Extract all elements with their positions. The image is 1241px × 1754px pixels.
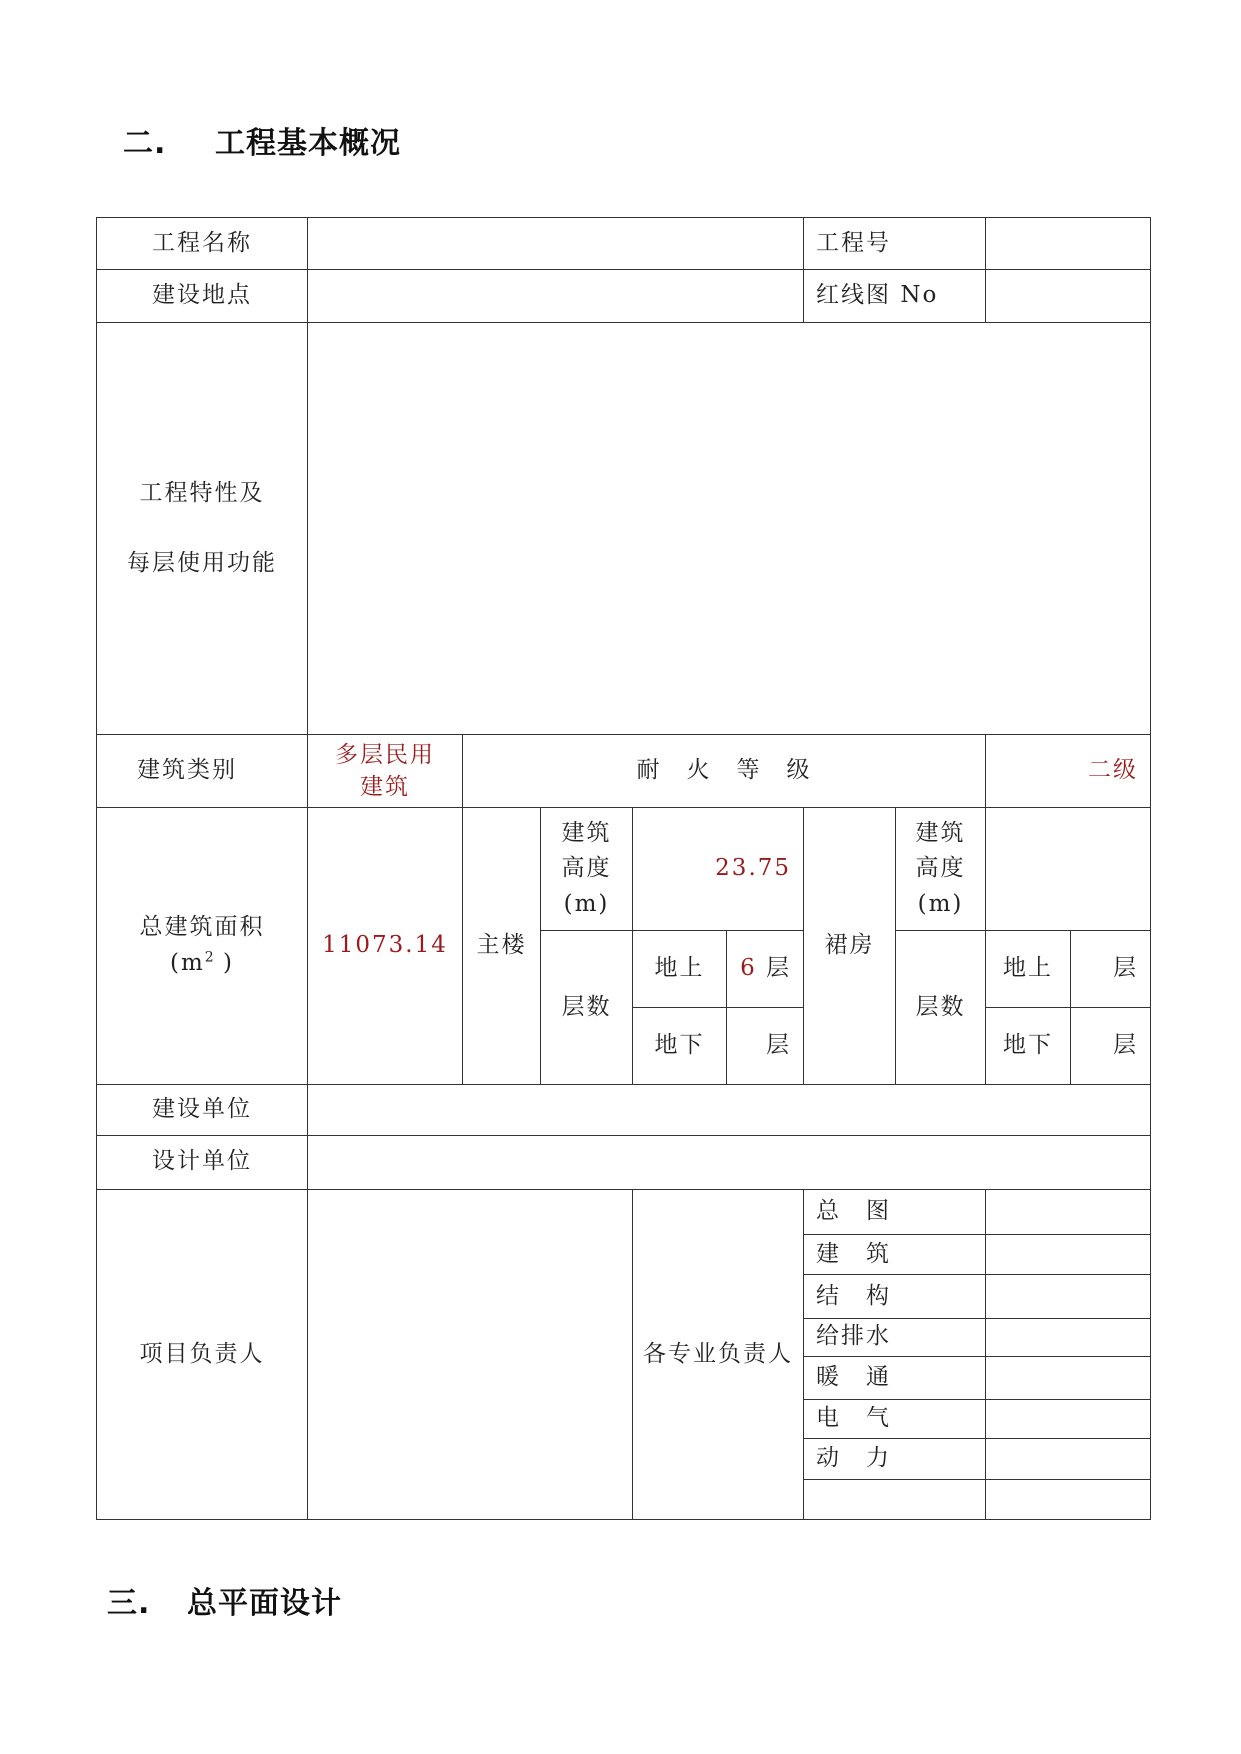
discipline-leads-label: 各专业负责人 [633, 1189, 804, 1519]
designer-field[interactable] [308, 1135, 1151, 1189]
podium-below-value[interactable]: 层 [1071, 1007, 1151, 1084]
main-below-label: 地下 [633, 1007, 727, 1084]
main-building-label: 主楼 [463, 807, 541, 1085]
row-project-name [97, 218, 1151, 270]
redline-field[interactable] [986, 270, 1151, 322]
section-title: 工程基本概况 [215, 126, 401, 161]
main-height-label: 建筑 高度 (m) [541, 807, 633, 931]
category-value[interactable] [308, 735, 463, 807]
discipline-label: 建 筑 [804, 1235, 986, 1275]
podium-height-label: 建筑 高度 (m) [896, 807, 986, 931]
project-no-label: 工程号 [804, 218, 986, 270]
project-name-label: 工程名称 [97, 218, 308, 270]
section-number: 二. [123, 126, 167, 161]
total-area-label [97, 807, 308, 1085]
discipline-label: 结 构 [804, 1275, 986, 1318]
discipline-field[interactable] [986, 1479, 1151, 1519]
discipline-label: 总 图 [804, 1189, 986, 1234]
designer-label: 设计单位 [97, 1135, 308, 1189]
site-label: 建设地点 [97, 270, 308, 322]
client-label: 建设单位 [97, 1085, 308, 1135]
site-field[interactable] [308, 270, 804, 322]
features-field[interactable] [308, 322, 1151, 735]
total-area-label-text: 总建筑面积 [139, 914, 265, 941]
main-floors-label: 层数 [541, 931, 633, 1085]
row-height [97, 807, 1151, 931]
discipline-label: 电 气 [804, 1400, 986, 1439]
row-features [97, 322, 1151, 735]
discipline-field[interactable] [986, 1318, 1151, 1356]
section-title: 总平面设计 [187, 1586, 342, 1621]
features-label-line2: 每层使用功能 [127, 550, 277, 577]
redline-label: 红线图 No [804, 270, 986, 322]
podium-floors-label: 层数 [896, 931, 986, 1085]
discipline-field[interactable] [986, 1235, 1151, 1275]
row-client [97, 1085, 1151, 1135]
row-category [97, 735, 1151, 807]
main-above-value[interactable]: 6 层 [727, 931, 804, 1007]
podium-label: 裙房 [804, 807, 896, 1085]
row-discipline-1 [97, 1189, 1151, 1234]
podium-above-label: 地上 [986, 931, 1071, 1007]
discipline-field[interactable] [986, 1275, 1151, 1318]
project-name-field[interactable] [308, 218, 804, 270]
section-heading-3 [107, 1578, 342, 1622]
project-no-field[interactable] [986, 218, 1151, 270]
podium-above-value[interactable]: 层 [1071, 931, 1151, 1007]
main-height-value[interactable]: 23.75 [633, 807, 804, 931]
discipline-field[interactable] [986, 1439, 1151, 1479]
category-value-line1: 多层民用 [335, 741, 435, 768]
project-overview-table [96, 217, 1151, 1520]
total-area-unit: ($m^2$ ) [169, 949, 234, 976]
features-label [97, 322, 308, 735]
discipline-field[interactable] [986, 1356, 1151, 1399]
podium-below-label: 地下 [986, 1007, 1071, 1084]
fire-rating-value[interactable]: 二级 [986, 735, 1151, 807]
discipline-label [804, 1479, 986, 1519]
discipline-label: 暖 通 [804, 1356, 986, 1399]
discipline-field[interactable] [986, 1400, 1151, 1439]
main-above-label: 地上 [633, 931, 727, 1007]
discipline-field[interactable] [986, 1189, 1151, 1234]
fire-rating-label: 耐 火 等 级 [463, 735, 986, 807]
pm-field[interactable] [308, 1189, 633, 1519]
discipline-label: 给排水 [804, 1318, 986, 1356]
pm-label: 项目负责人 [97, 1189, 308, 1519]
category-value-line2: 建筑 [360, 773, 410, 800]
row-site [97, 270, 1151, 322]
podium-height-value[interactable] [986, 807, 1151, 931]
section-number: 三. [107, 1586, 151, 1621]
category-label: 建筑类别 [97, 735, 308, 807]
client-field[interactable] [308, 1085, 1151, 1135]
total-area-value[interactable]: 11073.14 [308, 807, 463, 1085]
row-designer [97, 1135, 1151, 1189]
features-label-line1: 工程特性及 [139, 480, 265, 507]
section-heading-2 [123, 118, 401, 162]
discipline-label: 动 力 [804, 1439, 986, 1479]
main-below-value[interactable]: 层 [727, 1007, 804, 1084]
